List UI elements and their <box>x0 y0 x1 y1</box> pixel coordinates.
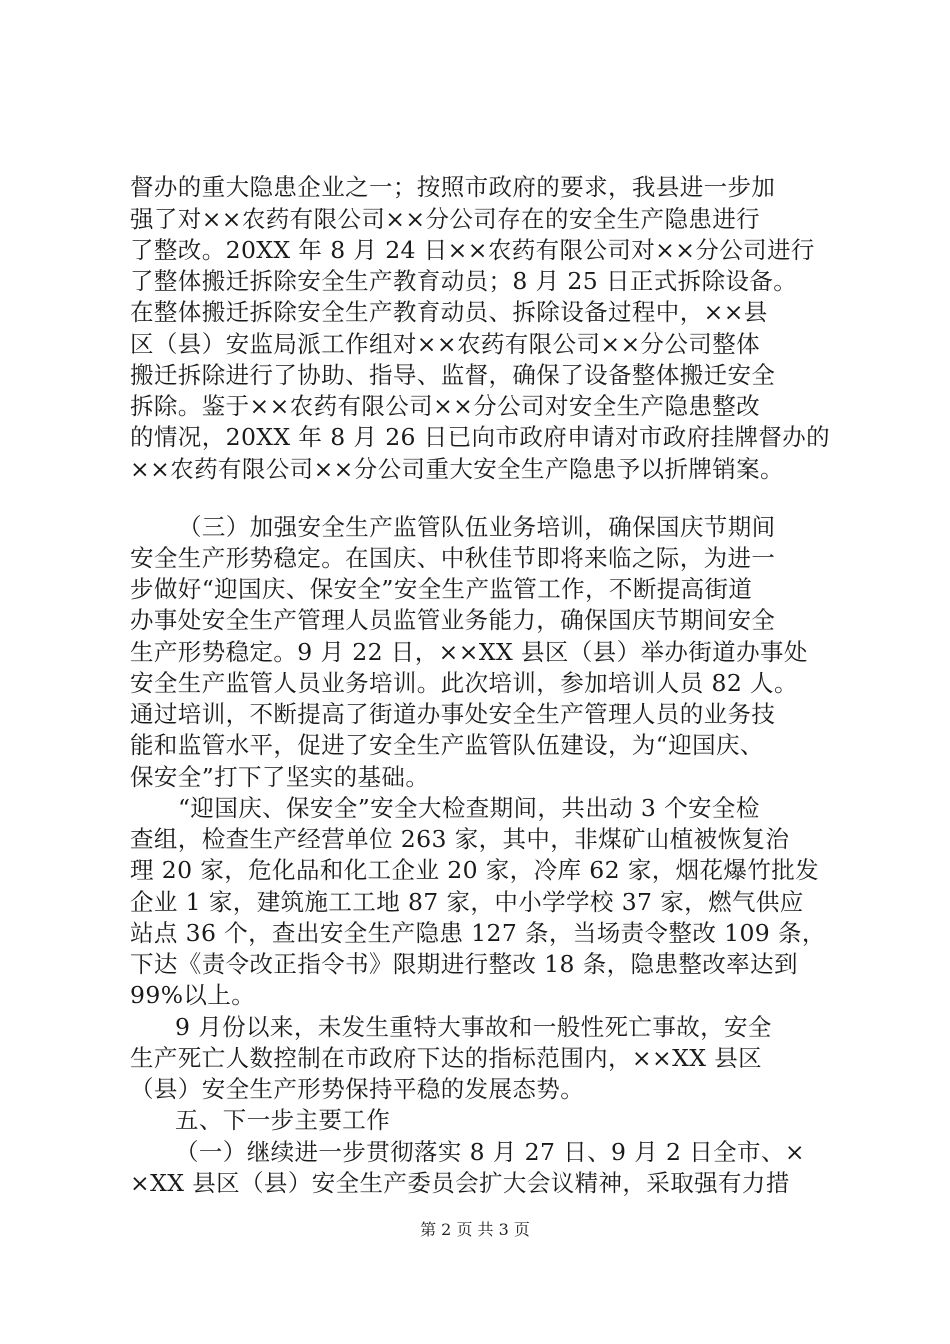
text-line: 搬迁拆除进行了协助、指导、监督，确保了设备整体搬迁安全 <box>130 361 776 389</box>
page-footer: 第 2 页 共 3 页 <box>420 1220 530 1239</box>
text-line: 企业 1 家，建筑施工工地 87 家，中小学学校 37 家，燃气供应 <box>130 888 804 916</box>
text-line: 99%以上。 <box>130 981 256 1009</box>
text-line: 保安全”打下了坚实的基础。 <box>130 763 430 791</box>
text-line: 通过培训，不断提高了街道办事处安全生产管理人员的业务技 <box>130 700 776 728</box>
text-line: 9 月份以来，未发生重特大事故和一般性死亡事故，安全 <box>175 1013 772 1041</box>
text-line: 督办的重大隐患企业之一；按照市政府的要求，我县进一步加 <box>130 173 776 201</box>
text-line: 拆除。鉴于××农药有限公司××分公司对安全生产隐患整改 <box>130 392 761 420</box>
text-line: 理 20 家，危化品和化工企业 20 家，冷库 62 家，烟花爆竹批发 <box>130 856 820 884</box>
text-line: 步做好“迎国庆、保安全”安全生产监管工作，不断提高街道 <box>130 575 753 603</box>
text-line: “迎国庆、保安全”安全大检查期间，共出动 3 个安全检 <box>178 794 760 822</box>
text-line: 办事处安全生产管理人员监管业务能力，确保国庆节期间安全 <box>130 606 776 634</box>
text-line: ×XX 县区（县）安全生产委员会扩大会议精神，采取强有力措 <box>130 1169 790 1197</box>
section-heading-line: 五、下一步主要工作 <box>175 1106 391 1134</box>
text-line: （一）继续进一步贯彻落实 8 月 27 日、9 月 2 日全市、× <box>175 1138 805 1166</box>
text-line: 能和监管水平，促进了安全生产监管队伍建设，为“迎国庆、 <box>130 731 764 759</box>
text-line: 站点 36 个，查出安全生产隐患 127 条，当场责令整改 109 条， <box>130 919 826 947</box>
text-line: 下达《责令改正指令书》限期进行整改 18 条，隐患整改率达到 <box>130 950 798 978</box>
text-line: 强了对××农药有限公司××分公司存在的安全生产隐患进行 <box>130 205 761 233</box>
text-line: 的情况，20XX 年 8 月 26 日已向市政府申请对市政府挂牌督办的 <box>130 423 831 451</box>
text-line: （县）安全生产形势保持平稳的发展态势。 <box>130 1075 585 1103</box>
text-line: 安全生产形势稳定。在国庆、中秋佳节即将来临之际，为进一 <box>130 544 776 572</box>
text-line: 查组，检查生产经营单位 263 家，其中，非煤矿山植被恢复治 <box>130 825 790 853</box>
text-line: 安全生产监管人员业务培训。此次培训，参加培训人员 82 人。 <box>130 669 798 697</box>
section-heading-line: （三）加强安全生产监管队伍业务培训，确保国庆节期间 <box>178 513 776 541</box>
text-line: 区（县）安监局派工作组对××农药有限公司××分公司整体 <box>130 330 761 358</box>
text-line: ××农药有限公司××分公司重大安全生产隐患予以折牌销案。 <box>130 455 784 483</box>
text-line: 了整改。20XX 年 8 月 24 日××农药有限公司对××分公司进行 <box>130 236 815 264</box>
text-line: 生产形势稳定。9 月 22 日，××XX 县区（县）举办街道办事处 <box>130 638 808 666</box>
text-line: 生产死亡人数控制在市政府下达的指标范围内，××XX 县区 <box>130 1044 763 1072</box>
text-line: 了整体搬迁拆除安全生产教育动员；8 月 25 日正式拆除设备。 <box>130 267 798 295</box>
text-line: 在整体搬迁拆除安全生产教育动员、拆除设备过程中，××县 <box>130 298 768 326</box>
